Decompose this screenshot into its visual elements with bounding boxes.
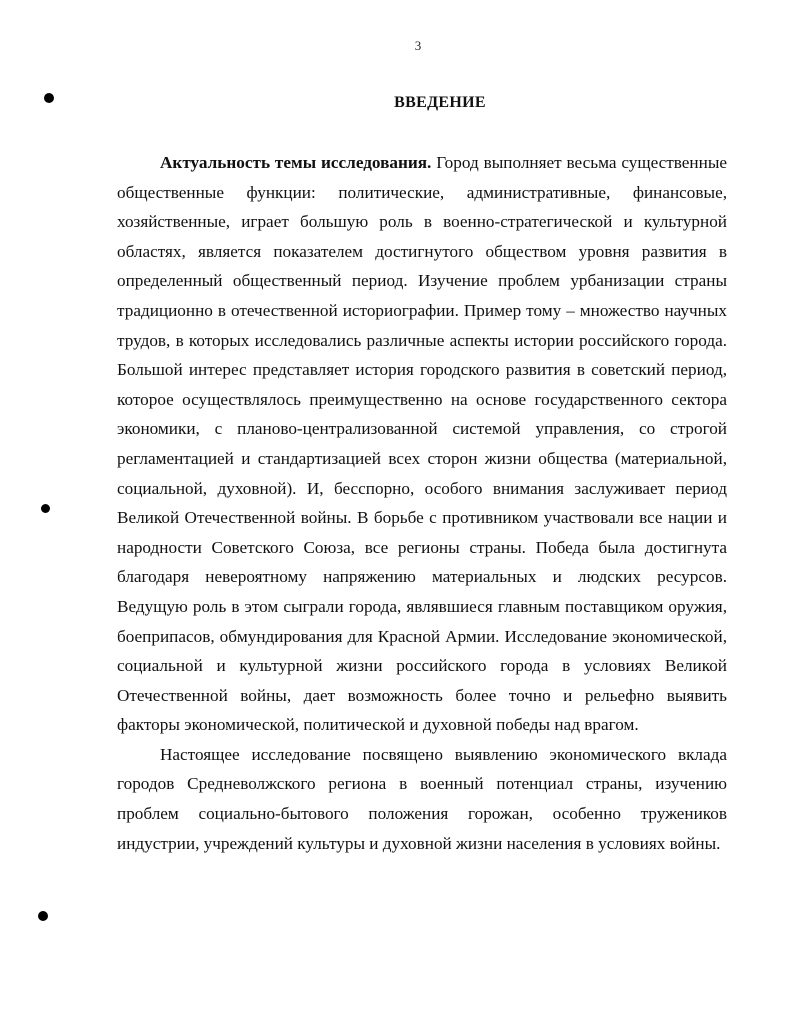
paragraph <box>117 740 727 858</box>
paragraph-text: Город выполняет весьма существенные общественные функции: политические, административные, финансовые, хозяйственные, играет большую роль в военно-стратегической и культурной областях, является показателем достигнутого обществом уровня развития в определенный общественный период. Изучение проблем урбанизации страны традиционно в отечественной историографии. Пример тому – множество научных трудов, в которых исследовались различные аспекты истории российского города. Большой интерес представляет история городского развития в советский период, которое осуществлялось преимущественно на основе государственного сектора экономики, с планово-централизованной системой управления, со строгой регламентацией и стандартизацией всех сторон жизни общества (материальной, социальной, духовной). И, бесспорно, особого внимания заслуживает период Великой Отечественной войны. В борьбе с противником участвовали все нации и народности Советского Союза, все регионы страны. Победа была достигнута благодаря невероятному напряжению материальных и людских ресурсов. Ведущую роль в этом сыграли города, являвшиеся главным поставщиком оружия, боеприпасов, обмундирования для Красной Армии. Исследование экономической, социальной и культурной жизни российского города в условиях Великой Отечественной войны, дает возможность более точно и рельефно выявить факторы экономической, политической и духовной победы над врагом. <box>117 153 727 735</box>
paragraph-lead: Актуальность темы исследования. <box>160 153 432 172</box>
binding-hole-mark <box>38 911 48 921</box>
body-text <box>117 148 727 858</box>
paragraph-text: Настоящее исследование посвящено выявлению экономического вклада городов Средневолжского региона в военный потенциал страны, изучению проблем социально-бытового положения горожан, особенно тружеников индустрии, учреждений культуры и духовной жизни населения в условиях войны. <box>117 744 727 853</box>
page-number: 3 <box>414 38 422 53</box>
binding-hole-mark <box>41 504 50 513</box>
paragraph <box>117 148 727 740</box>
page-title: ВВЕДЕНИЕ <box>394 94 486 111</box>
